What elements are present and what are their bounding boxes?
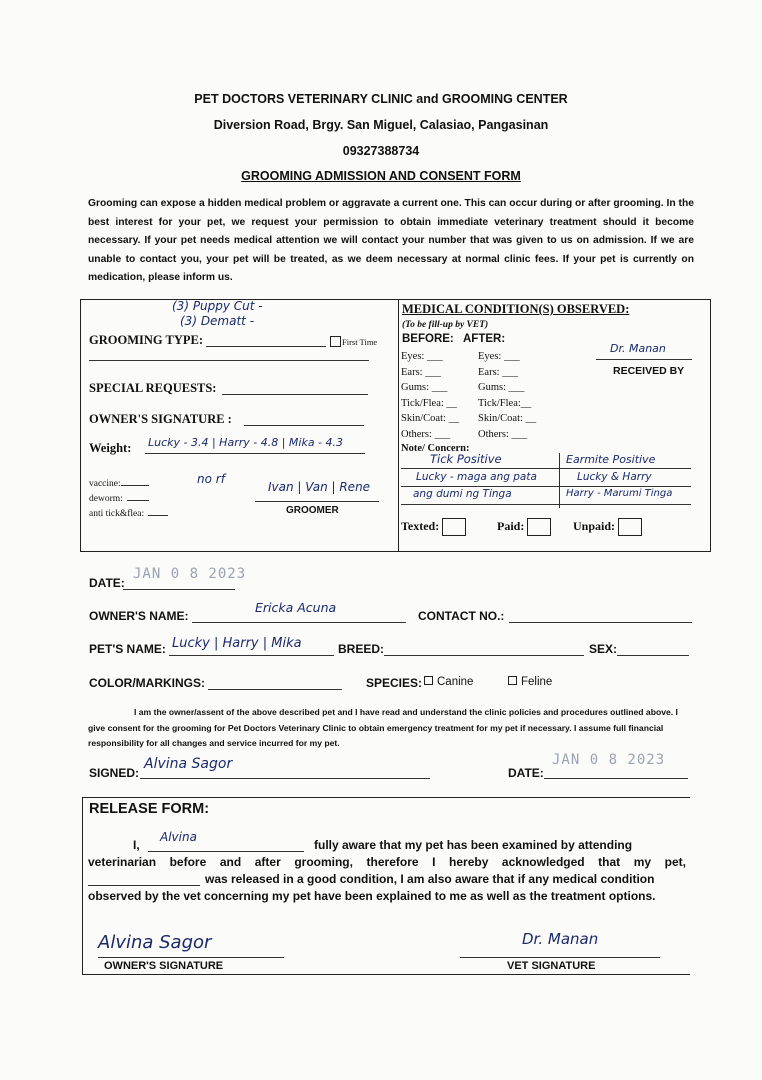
signed-date-stamp: JAN 0 8 2023 <box>552 752 666 768</box>
release-name-line[interactable] <box>148 851 304 852</box>
note-handwriting-4: Earmite Positive <box>566 453 656 466</box>
after-row: Ears: ___ <box>478 366 518 378</box>
canine-option[interactable] <box>424 676 473 688</box>
unpaid-label: Unpaid: <box>573 518 616 533</box>
texted-checkbox[interactable] <box>442 518 466 536</box>
unpaid-checkbox[interactable] <box>618 518 642 536</box>
pet-name-label: PET'S NAME: <box>89 642 166 656</box>
signed-label: SIGNED: <box>89 766 140 780</box>
signed-handwriting: Alvina Sagor <box>144 756 233 772</box>
paid-field <box>497 518 551 536</box>
sex-label: SEX: <box>589 642 618 656</box>
color-markings-line[interactable] <box>208 689 342 690</box>
release-owner-signature-line[interactable] <box>98 957 284 958</box>
breed-line[interactable] <box>384 655 584 656</box>
owner-name-handwriting: Ericka Acuna <box>255 600 337 615</box>
release-vet-signature-label: VET SIGNATURE <box>507 960 596 972</box>
signed-date-label: DATE: <box>508 766 544 780</box>
before-row: Ears: ___ <box>401 366 441 378</box>
note-handwriting-5: Lucky & Harry <box>577 471 652 483</box>
special-requests-label: SPECIAL REQUESTS: <box>89 381 217 395</box>
owner-name-label: OWNER'S NAME: <box>89 609 189 623</box>
before-row: Skin/Coat: __ <box>401 413 460 425</box>
note-concern-label: Note/ Concern: <box>401 443 470 454</box>
contact-line[interactable] <box>509 622 692 623</box>
clinic-name: PET DOCTORS VETERINARY CLINIC and GROOMING CENTER <box>194 92 568 106</box>
special-requests-line[interactable] <box>222 394 368 395</box>
release-text-4: observed by the vet concerning my pet have been explained to me as well as the treatment options. <box>88 889 656 903</box>
note-line-3[interactable] <box>401 504 691 505</box>
no-rf-handwriting: no rf <box>197 472 225 486</box>
feline-label: Feline <box>521 676 553 688</box>
first-time-label: First Time <box>342 337 378 347</box>
release-text-1: fully aware that my pet has been examined by attending <box>314 838 633 852</box>
before-row: Eyes: ___ <box>401 351 443 362</box>
before-row: Tick/Flea: __ <box>401 397 457 409</box>
release-text-3: was released in a good condition, I am also aware that if any medical condition <box>205 872 655 886</box>
form-title: GROOMING ADMISSION AND CONSENT FORM <box>241 169 521 183</box>
note-line-1[interactable] <box>401 468 691 469</box>
signed-line[interactable] <box>140 778 430 779</box>
paid-checkbox[interactable] <box>527 518 551 536</box>
release-owner-signature-label: OWNER'S SIGNATURE <box>104 960 224 972</box>
groomer-line[interactable] <box>255 501 379 502</box>
note-divider <box>559 453 560 508</box>
release-owner-signature-handwriting: Alvina Sagor <box>98 932 212 953</box>
grooming-type-label: GROOMING TYPE: <box>89 333 204 347</box>
weight-handwriting: Lucky - 3.4 | Harry - 4.8 | Mika - 4.3 <box>148 436 344 449</box>
medical-subtitle: (To be fill-up by VET) <box>402 320 489 330</box>
date-line[interactable] <box>123 589 235 590</box>
date-stamp: JAN 0 8 2023 <box>133 566 247 582</box>
owner-signature-line[interactable] <box>244 425 364 426</box>
owner-signature-label: OWNER'S SIGNATURE : <box>89 412 232 426</box>
groomer-label: GROOMER <box>286 505 339 516</box>
breed-label: BREED: <box>338 642 385 656</box>
after-row: Skin/Coat: __ <box>478 413 537 425</box>
clinic-address: Diversion Road, Brgy. San Miguel, Calasiao, Pangasinan <box>213 118 549 132</box>
color-markings-label: COLOR/MARKINGS: <box>89 676 205 690</box>
release-text-2: veterinarian before and after grooming, therefore I hereby acknowledged that my pet, <box>88 855 686 869</box>
owner-name-line[interactable] <box>192 622 406 623</box>
vaccine-label: vaccine: <box>89 479 121 489</box>
medical-title: MEDICAL CONDITION(S) OBSERVED: <box>402 302 630 316</box>
groomer-handwriting: Ivan | Van | Rene <box>268 480 371 494</box>
release-title: RELEASE FORM: <box>89 801 210 817</box>
feline-checkbox[interactable] <box>508 676 517 685</box>
vet-name-handwriting: Dr. Manan <box>610 342 666 355</box>
unpaid-field <box>573 518 642 536</box>
feline-option[interactable] <box>508 676 552 688</box>
release-name-handwriting: Alvina <box>160 830 197 844</box>
date-label: DATE: <box>89 576 125 590</box>
release-i-label: I, <box>133 838 140 852</box>
box-divider <box>398 300 399 551</box>
sex-line[interactable] <box>617 655 689 656</box>
release-vet-signature-handwriting: Dr. Manan <box>522 930 599 948</box>
received-by-label: RECEIVED BY <box>613 365 685 377</box>
grooming-type-handwriting-1: (3) Puppy Cut - <box>172 299 263 313</box>
note-handwriting-1: Tick Positive <box>430 452 502 466</box>
paid-label: Paid: <box>497 518 525 533</box>
contact-label: CONTACT NO.: <box>418 609 505 623</box>
note-handwriting-2: Lucky - maga ang pata <box>416 471 537 483</box>
before-label: BEFORE: <box>402 333 454 345</box>
first-time-checkbox[interactable] <box>330 336 341 347</box>
consent-paragraph: I am the owner/assent of the above described pet and I have read and understand the clinic policies and procedures outlined above. I give consent for the grooming for Pet Doctors Veterinary Clinic to obtain emergency treatment for my pet if necessary. I assume full financial responsibility for all changes and service incurred for my pet. <box>88 707 678 748</box>
deworm-label: deworm: <box>89 494 123 504</box>
note-handwriting-6: Harry - Marumi Tinga <box>566 488 673 499</box>
grooming-type-line[interactable] <box>206 346 326 347</box>
after-row: Tick/Flea:__ <box>478 397 532 409</box>
before-rows <box>401 349 459 443</box>
texted-label: Texted: <box>401 518 440 533</box>
release-pet-line[interactable] <box>88 885 200 886</box>
texted-field <box>401 518 466 536</box>
anti-tick-label: anti tick&flea: <box>89 509 145 519</box>
before-row: Gums: ___ <box>401 382 448 394</box>
canine-checkbox[interactable] <box>424 676 433 685</box>
pet-name-handwriting: Lucky | Harry | Mika <box>172 636 302 651</box>
note-line-2[interactable] <box>401 486 691 487</box>
received-by-line[interactable] <box>596 359 692 360</box>
weight-line[interactable] <box>145 453 365 454</box>
before-row: Others: ___ <box>401 428 451 440</box>
after-row: Others: ___ <box>478 428 528 440</box>
release-vet-signature-line[interactable] <box>460 957 660 958</box>
after-rows <box>478 349 536 443</box>
grooming-type-handwriting-2: (3) Dematt - <box>180 314 255 328</box>
canine-label: Canine <box>437 676 474 688</box>
species-label: SPECIES: <box>366 676 423 690</box>
vaccination-fields <box>89 477 168 522</box>
clinic-phone: 09327388734 <box>342 144 420 158</box>
after-row: Gums: ___ <box>478 382 525 394</box>
weight-label: Weight: <box>89 441 132 455</box>
signed-date-line[interactable] <box>544 778 688 779</box>
note-handwriting-3: ang dumi ng Tinga <box>413 488 512 500</box>
intro-paragraph: Grooming can expose a hidden medical problem or aggravate a current one. This can occur during or after grooming. In the best interest for your pet, we request your permission to obtain immediate veterinary treatment should it become necessary. If your pet needs medical attention we will contact your number that was given to us on admission. If we are unable to contact you, your pet will be treated, as we deem necessary at normal clinic fees. If your pet is currently on medication, please inform us. <box>88 198 694 283</box>
after-row: Eyes: ___ <box>478 351 520 362</box>
after-label: AFTER: <box>463 333 506 345</box>
grooming-extra-line[interactable] <box>89 360 369 361</box>
pet-name-line[interactable] <box>169 655 334 656</box>
